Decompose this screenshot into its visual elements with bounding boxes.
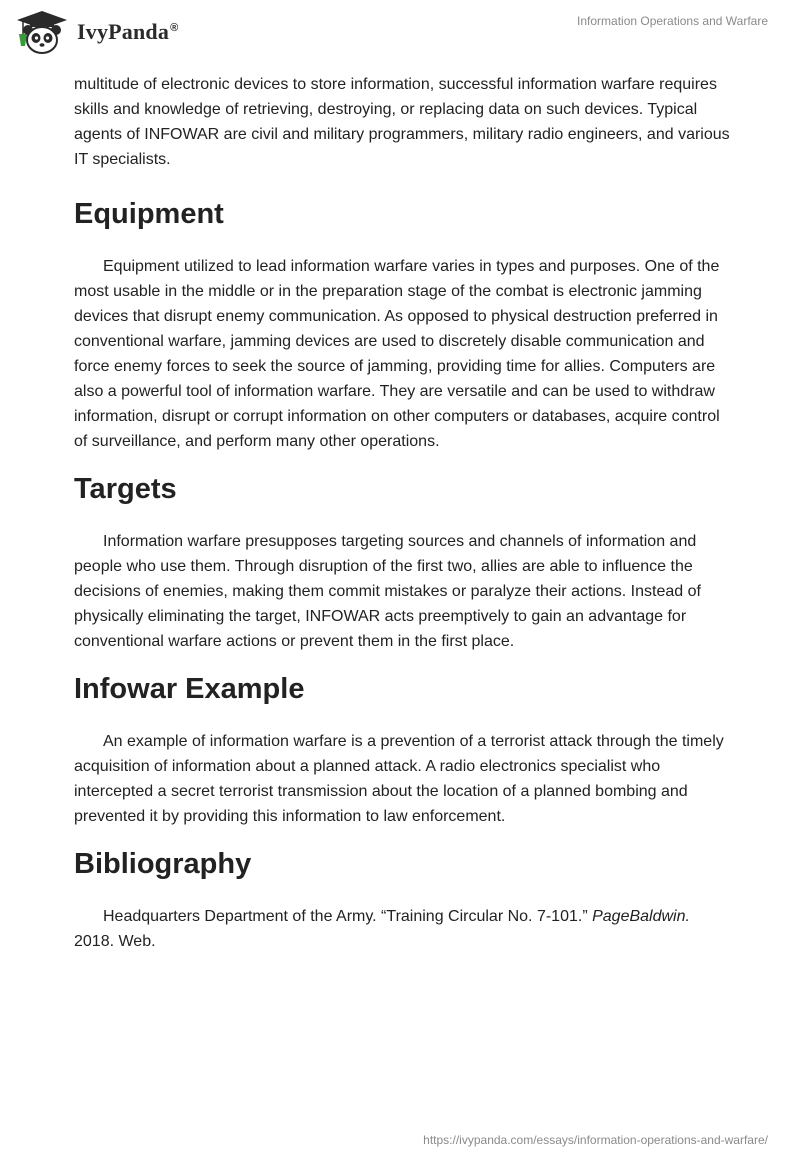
section-paragraph-equipment: Equipment utilized to lead information warfare varies in types and purposes. One of the most usable in the middle or in the preparation stage of the combat is electronic jamming devices that disrupt enemy communication. As opposed to physical destruction preferred in conventional warfare, jamming devices are used to discretely disable communication and force enemy forces to seek the source of jamming, providing time for allies. Computers are also a powerful tool of information warfare. They are versatile and can be used to withdraw information, disrupt or corrupt information on other computers or databases, acquire control of surveillance, and perform many other operations. bbox=[74, 258, 720, 450]
bibliography-entry-suffix: 2018. Web. bbox=[74, 933, 156, 950]
section-paragraph-infowar-example: An example of information warfare is a prevention of a terrorist attack through the timely acquisition of information about a planned attack. A radio electronics specialist who intercepted a secret terrorist transmission about the location of a planned bombing and prevented it by providing this information to law enforcement. bbox=[74, 733, 724, 825]
section-heading-targets: Targets bbox=[74, 473, 177, 505]
panda-graduate-icon bbox=[14, 8, 70, 56]
section-heading-equipment: Equipment bbox=[74, 198, 224, 230]
section-heading-infowar-example: Infowar Example bbox=[74, 673, 305, 705]
bibliography-entry bbox=[74, 904, 734, 954]
footer-url[interactable]: https://ivypanda.com/essays/information-operations-and-warfare/ bbox=[423, 1133, 768, 1147]
ivypanda-logo[interactable] bbox=[14, 8, 178, 56]
intro-paragraph: multitude of electronic devices to store information, successful information warfare requires skills and knowledge of retrieving, destroying, or replacing data on such devices. Typical agents of INFOWAR are civil and military programmers, military radio engineers, and various IT specialists. bbox=[74, 76, 730, 168]
section-heading-bibliography: Bibliography bbox=[74, 848, 252, 880]
logo-text: IvyPanda® bbox=[77, 19, 179, 44]
essay-content bbox=[74, 72, 734, 954]
bibliography-entry-prefix: Headquarters Department of the Army. “Training Circular No. 7-101.” bbox=[103, 908, 593, 925]
document-title: Information Operations and Warfare bbox=[577, 14, 768, 28]
bibliography-entry-source: PageBaldwin. bbox=[592, 908, 690, 925]
section-paragraph-targets: Information warfare presupposes targeting sources and channels of information and people who use them. Through disruption of the first two, allies are able to influence the decisions of enemies, making them commit mistakes or paralyze their actions. Instead of physically eliminating the target, INFOWAR acts preemptively to gain an advantage for conventional warfare actions or prevent them in the first place. bbox=[74, 533, 701, 650]
page-header bbox=[0, 0, 800, 64]
